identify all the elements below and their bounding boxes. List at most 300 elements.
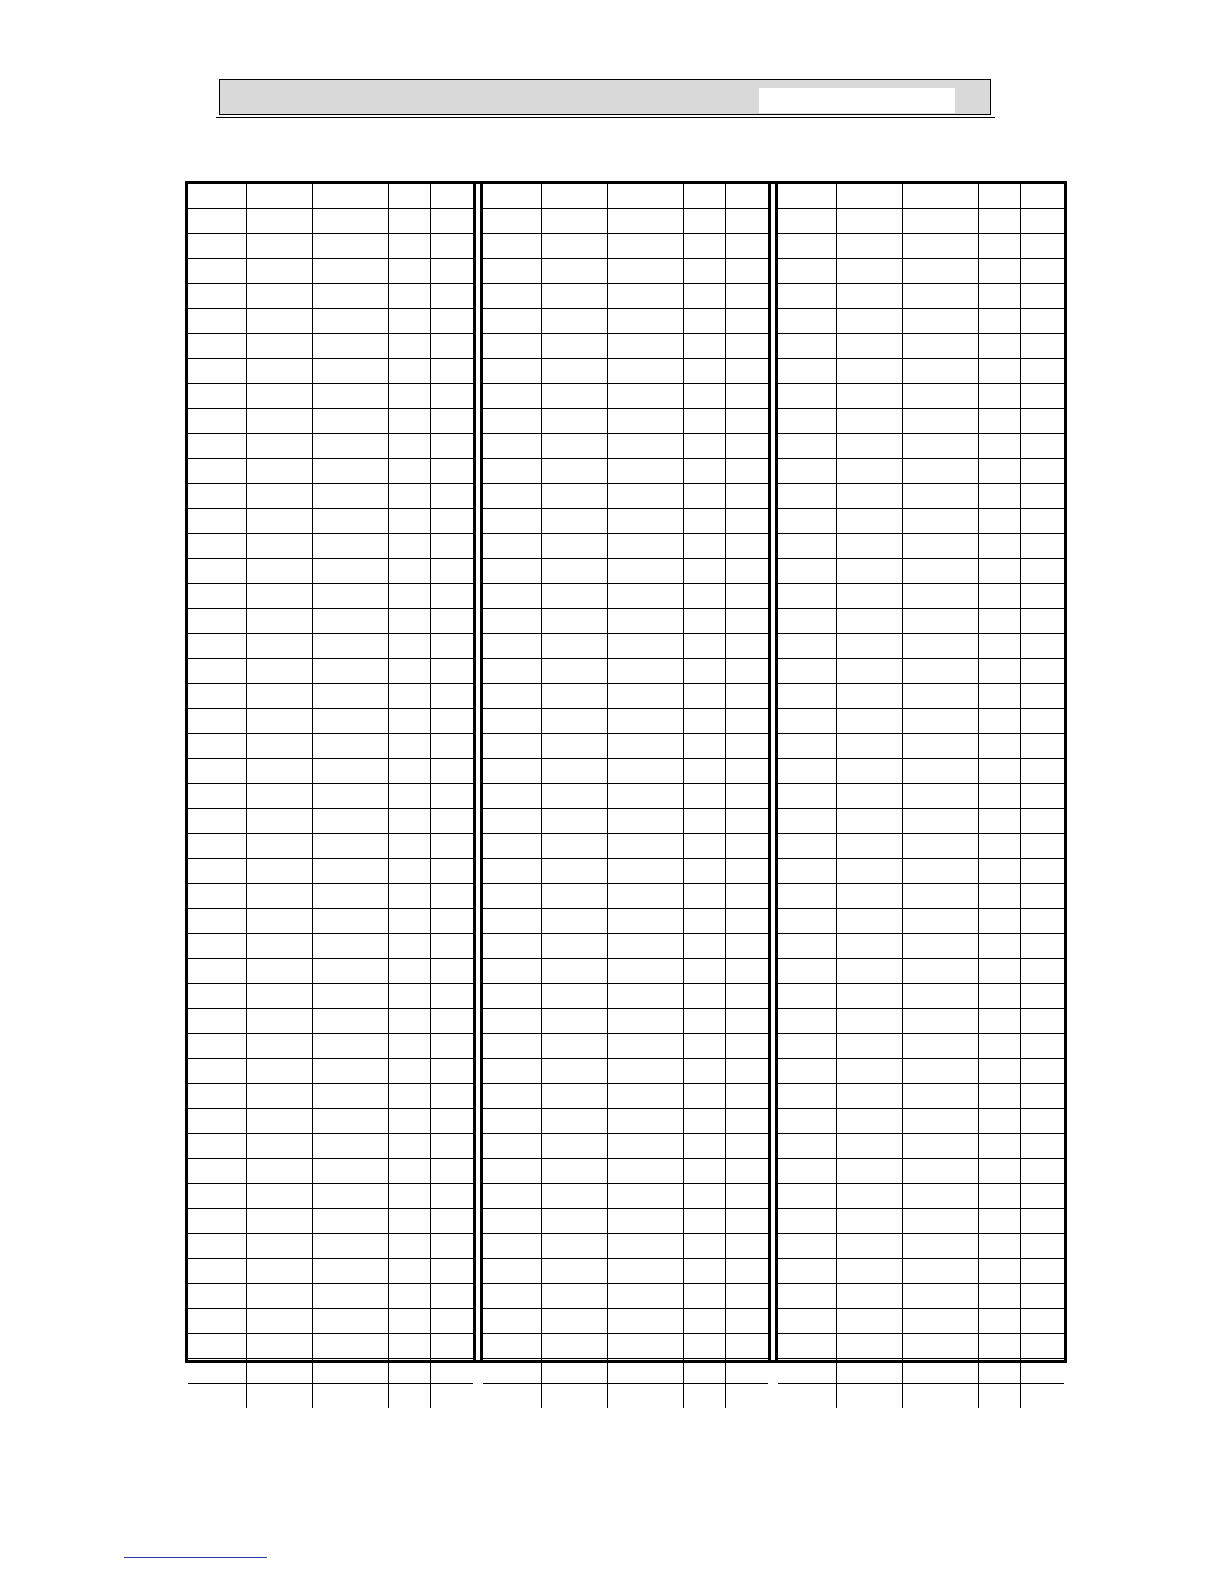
grid-cell[interactable] xyxy=(683,984,725,1009)
grid-cell[interactable] xyxy=(607,384,683,409)
grid-cell[interactable] xyxy=(607,834,683,859)
grid-cell[interactable] xyxy=(1021,884,1064,909)
grid-cell[interactable] xyxy=(725,884,768,909)
grid-cell[interactable] xyxy=(607,1234,683,1259)
grid-cell[interactable] xyxy=(1021,1159,1064,1184)
grid-cell[interactable] xyxy=(312,1234,388,1259)
grid-cell[interactable] xyxy=(778,1184,836,1209)
grid-cell[interactable] xyxy=(1021,984,1064,1009)
grid-cell[interactable] xyxy=(246,959,312,984)
grid-cell[interactable] xyxy=(979,534,1021,559)
grid-cell[interactable] xyxy=(188,1234,246,1259)
grid-cell[interactable] xyxy=(836,259,902,284)
grid-cell[interactable] xyxy=(541,1109,607,1134)
grid-cell[interactable] xyxy=(836,659,902,684)
grid-cell[interactable] xyxy=(388,1059,430,1084)
grid-cell[interactable] xyxy=(607,309,683,334)
grid-cell[interactable] xyxy=(312,759,388,784)
grid-cell[interactable] xyxy=(902,734,978,759)
grid-cell[interactable] xyxy=(483,1334,541,1359)
grid-cell[interactable] xyxy=(836,734,902,759)
grid-cell[interactable] xyxy=(725,234,768,259)
grid-cell[interactable] xyxy=(979,1384,1021,1409)
grid-cell[interactable] xyxy=(541,634,607,659)
grid-cell[interactable] xyxy=(836,1059,902,1084)
grid-cell[interactable] xyxy=(902,259,978,284)
grid-cell[interactable] xyxy=(979,559,1021,584)
grid-cell[interactable] xyxy=(725,1159,768,1184)
grid-cell[interactable] xyxy=(902,1059,978,1084)
grid-cell[interactable] xyxy=(778,359,836,384)
grid-cell[interactable] xyxy=(312,1309,388,1334)
grid-cell[interactable] xyxy=(430,284,473,309)
grid-cell[interactable] xyxy=(902,1234,978,1259)
grid-cell[interactable] xyxy=(902,1334,978,1359)
grid-cell[interactable] xyxy=(836,809,902,834)
grid-cell[interactable] xyxy=(312,684,388,709)
grid-cell[interactable] xyxy=(246,1284,312,1309)
grid-cell[interactable] xyxy=(312,359,388,384)
grid-cell[interactable] xyxy=(1021,1384,1064,1409)
grid-cell[interactable] xyxy=(188,409,246,434)
grid-cell[interactable] xyxy=(1021,834,1064,859)
grid-cell[interactable] xyxy=(778,709,836,734)
grid-cell[interactable] xyxy=(541,409,607,434)
grid-cell[interactable] xyxy=(607,809,683,834)
grid-cell[interactable] xyxy=(312,734,388,759)
grid-cell[interactable] xyxy=(979,1059,1021,1084)
grid-cell[interactable] xyxy=(246,709,312,734)
grid-cell[interactable] xyxy=(836,209,902,234)
grid-cell[interactable] xyxy=(483,1284,541,1309)
grid-cell[interactable] xyxy=(188,559,246,584)
grid-cell[interactable] xyxy=(979,1234,1021,1259)
grid-cell[interactable] xyxy=(902,609,978,634)
grid-cell[interactable] xyxy=(725,459,768,484)
grid-cell[interactable] xyxy=(683,859,725,884)
grid-cell[interactable] xyxy=(430,1234,473,1259)
grid-cell[interactable] xyxy=(902,359,978,384)
grid-cell[interactable] xyxy=(188,709,246,734)
grid-cell[interactable] xyxy=(683,1009,725,1034)
grid-cell[interactable] xyxy=(188,634,246,659)
grid-cell[interactable] xyxy=(430,259,473,284)
grid-cell[interactable] xyxy=(188,1059,246,1084)
grid-cell[interactable] xyxy=(541,559,607,584)
grid-cell[interactable] xyxy=(483,334,541,359)
grid-cell[interactable] xyxy=(836,934,902,959)
grid-cell[interactable] xyxy=(388,409,430,434)
grid-cell[interactable] xyxy=(312,884,388,909)
grid-cell[interactable] xyxy=(902,309,978,334)
grid-cell[interactable] xyxy=(541,834,607,859)
grid-cell[interactable] xyxy=(312,1384,388,1409)
grid-cell[interactable] xyxy=(541,334,607,359)
grid-cell[interactable] xyxy=(483,1209,541,1234)
grid-cell[interactable] xyxy=(1021,1284,1064,1309)
grid-cell[interactable] xyxy=(725,1334,768,1359)
grid-cell[interactable] xyxy=(430,759,473,784)
grid-cell[interactable] xyxy=(836,959,902,984)
grid-cell[interactable] xyxy=(607,284,683,309)
grid-cell[interactable] xyxy=(246,559,312,584)
grid-cell[interactable] xyxy=(541,359,607,384)
grid-cell[interactable] xyxy=(902,1084,978,1109)
grid-cell[interactable] xyxy=(541,784,607,809)
grid-cell[interactable] xyxy=(778,184,836,209)
grid-cell[interactable] xyxy=(902,459,978,484)
grid-cell[interactable] xyxy=(430,384,473,409)
grid-cell[interactable] xyxy=(1021,559,1064,584)
grid-cell[interactable] xyxy=(388,809,430,834)
grid-cell[interactable] xyxy=(483,1259,541,1284)
grid-cell[interactable] xyxy=(430,684,473,709)
grid-cell[interactable] xyxy=(778,1384,836,1409)
grid-cell[interactable] xyxy=(836,709,902,734)
grid-cell[interactable] xyxy=(979,459,1021,484)
grid-cell[interactable] xyxy=(725,834,768,859)
grid-cell[interactable] xyxy=(430,1209,473,1234)
grid-cell[interactable] xyxy=(483,834,541,859)
grid-cell[interactable] xyxy=(541,1384,607,1409)
grid-cell[interactable] xyxy=(725,1184,768,1209)
grid-cell[interactable] xyxy=(1021,659,1064,684)
grid-cell[interactable] xyxy=(246,634,312,659)
grid-cell[interactable] xyxy=(607,1159,683,1184)
grid-cell[interactable] xyxy=(607,1109,683,1134)
grid-cell[interactable] xyxy=(483,384,541,409)
grid-cell[interactable] xyxy=(312,1209,388,1234)
grid-cell[interactable] xyxy=(778,859,836,884)
grid-cell[interactable] xyxy=(312,234,388,259)
grid-cell[interactable] xyxy=(683,959,725,984)
grid-cell[interactable] xyxy=(683,609,725,634)
grid-cell[interactable] xyxy=(836,909,902,934)
grid-cell[interactable] xyxy=(725,559,768,584)
grid-cell[interactable] xyxy=(607,659,683,684)
grid-cell[interactable] xyxy=(725,909,768,934)
grid-cell[interactable] xyxy=(388,709,430,734)
grid-cell[interactable] xyxy=(483,1359,541,1384)
grid-cell[interactable] xyxy=(541,984,607,1009)
grid-cell[interactable] xyxy=(483,1309,541,1334)
grid-cell[interactable] xyxy=(778,784,836,809)
grid-cell[interactable] xyxy=(902,809,978,834)
grid-cell[interactable] xyxy=(388,1184,430,1209)
grid-cell[interactable] xyxy=(246,1309,312,1334)
grid-cell[interactable] xyxy=(836,1084,902,1109)
grid-cell[interactable] xyxy=(725,1134,768,1159)
grid-cell[interactable] xyxy=(430,409,473,434)
grid-cell[interactable] xyxy=(836,1284,902,1309)
grid-cell[interactable] xyxy=(388,1209,430,1234)
grid-cell[interactable] xyxy=(246,984,312,1009)
grid-cell[interactable] xyxy=(483,1034,541,1059)
grid-cell[interactable] xyxy=(188,209,246,234)
grid-cell[interactable] xyxy=(188,1334,246,1359)
grid-cell[interactable] xyxy=(430,1259,473,1284)
grid-cell[interactable] xyxy=(246,1134,312,1159)
grid-cell[interactable] xyxy=(725,534,768,559)
grid-cell[interactable] xyxy=(246,584,312,609)
grid-cell[interactable] xyxy=(388,584,430,609)
grid-cell[interactable] xyxy=(388,1309,430,1334)
grid-cell[interactable] xyxy=(979,209,1021,234)
grid-cell[interactable] xyxy=(388,1234,430,1259)
grid-cell[interactable] xyxy=(836,384,902,409)
grid-cell[interactable] xyxy=(725,284,768,309)
grid-cell[interactable] xyxy=(607,434,683,459)
grid-cell[interactable] xyxy=(979,934,1021,959)
grid-cell[interactable] xyxy=(725,1384,768,1409)
grid-cell[interactable] xyxy=(246,284,312,309)
grid-cell[interactable] xyxy=(836,509,902,534)
grid-cell[interactable] xyxy=(188,1209,246,1234)
grid-cell[interactable] xyxy=(725,1009,768,1034)
grid-cell[interactable] xyxy=(902,659,978,684)
grid-cell[interactable] xyxy=(483,234,541,259)
grid-cell[interactable] xyxy=(188,434,246,459)
grid-cell[interactable] xyxy=(836,859,902,884)
grid-cell[interactable] xyxy=(541,809,607,834)
grid-cell[interactable] xyxy=(430,1109,473,1134)
grid-cell[interactable] xyxy=(607,459,683,484)
grid-cell[interactable] xyxy=(483,1084,541,1109)
grid-cell[interactable] xyxy=(725,1284,768,1309)
grid-cell[interactable] xyxy=(607,1334,683,1359)
grid-cell[interactable] xyxy=(188,1384,246,1409)
grid-cell[interactable] xyxy=(979,584,1021,609)
grid-cell[interactable] xyxy=(607,784,683,809)
grid-cell[interactable] xyxy=(483,434,541,459)
grid-cell[interactable] xyxy=(430,584,473,609)
grid-cell[interactable] xyxy=(388,634,430,659)
grid-cell[interactable] xyxy=(188,734,246,759)
grid-cell[interactable] xyxy=(246,434,312,459)
grid-cell[interactable] xyxy=(188,859,246,884)
grid-cell[interactable] xyxy=(430,1284,473,1309)
grid-cell[interactable] xyxy=(778,609,836,634)
grid-cell[interactable] xyxy=(778,409,836,434)
grid-cell[interactable] xyxy=(541,1159,607,1184)
grid-cell[interactable] xyxy=(778,734,836,759)
grid-cell[interactable] xyxy=(388,484,430,509)
grid-cell[interactable] xyxy=(388,534,430,559)
grid-cell[interactable] xyxy=(430,459,473,484)
grid-cell[interactable] xyxy=(541,584,607,609)
grid-cell[interactable] xyxy=(607,1309,683,1334)
grid-cell[interactable] xyxy=(430,959,473,984)
grid-cell[interactable] xyxy=(246,459,312,484)
grid-cell[interactable] xyxy=(246,859,312,884)
grid-cell[interactable] xyxy=(246,1359,312,1384)
grid-cell[interactable] xyxy=(430,484,473,509)
grid-cell[interactable] xyxy=(683,1184,725,1209)
grid-cell[interactable] xyxy=(902,384,978,409)
grid-cell[interactable] xyxy=(683,784,725,809)
grid-cell[interactable] xyxy=(725,1359,768,1384)
grid-cell[interactable] xyxy=(541,959,607,984)
grid-cell[interactable] xyxy=(979,1259,1021,1284)
grid-cell[interactable] xyxy=(725,934,768,959)
grid-cell[interactable] xyxy=(312,1109,388,1134)
grid-cell[interactable] xyxy=(483,184,541,209)
grid-cell[interactable] xyxy=(388,609,430,634)
grid-cell[interactable] xyxy=(683,584,725,609)
grid-cell[interactable] xyxy=(388,684,430,709)
grid-cell[interactable] xyxy=(541,209,607,234)
grid-cell[interactable] xyxy=(836,634,902,659)
grid-cell[interactable] xyxy=(246,759,312,784)
grid-cell[interactable] xyxy=(188,334,246,359)
grid-cell[interactable] xyxy=(1021,1334,1064,1359)
grid-cell[interactable] xyxy=(430,1359,473,1384)
grid-cell[interactable] xyxy=(979,1009,1021,1034)
grid-cell[interactable] xyxy=(541,1209,607,1234)
grid-cell[interactable] xyxy=(683,209,725,234)
grid-cell[interactable] xyxy=(683,409,725,434)
grid-cell[interactable] xyxy=(778,1109,836,1134)
grid-cell[interactable] xyxy=(483,1159,541,1184)
grid-cell[interactable] xyxy=(541,684,607,709)
grid-cell[interactable] xyxy=(607,959,683,984)
grid-cell[interactable] xyxy=(902,1384,978,1409)
grid-cell[interactable] xyxy=(902,284,978,309)
grid-cell[interactable] xyxy=(541,384,607,409)
grid-cell[interactable] xyxy=(541,534,607,559)
grid-cell[interactable] xyxy=(836,184,902,209)
grid-cell[interactable] xyxy=(312,434,388,459)
grid-cell[interactable] xyxy=(778,509,836,534)
grid-cell[interactable] xyxy=(430,1184,473,1209)
grid-cell[interactable] xyxy=(312,384,388,409)
grid-cell[interactable] xyxy=(683,1309,725,1334)
grid-cell[interactable] xyxy=(483,584,541,609)
grid-cell[interactable] xyxy=(312,909,388,934)
grid-cell[interactable] xyxy=(312,509,388,534)
grid-cell[interactable] xyxy=(902,1109,978,1134)
grid-cell[interactable] xyxy=(683,1134,725,1159)
grid-cell[interactable] xyxy=(683,534,725,559)
grid-cell[interactable] xyxy=(430,884,473,909)
grid-cell[interactable] xyxy=(483,559,541,584)
grid-cell[interactable] xyxy=(607,609,683,634)
grid-cell[interactable] xyxy=(246,609,312,634)
grid-cell[interactable] xyxy=(725,859,768,884)
grid-cell[interactable] xyxy=(541,709,607,734)
grid-cell[interactable] xyxy=(778,584,836,609)
grid-cell[interactable] xyxy=(683,259,725,284)
grid-cell[interactable] xyxy=(607,559,683,584)
grid-cell[interactable] xyxy=(541,1084,607,1109)
grid-cell[interactable] xyxy=(979,1134,1021,1159)
grid-cell[interactable] xyxy=(246,684,312,709)
grid-cell[interactable] xyxy=(188,909,246,934)
grid-cell[interactable] xyxy=(188,1259,246,1284)
grid-cell[interactable] xyxy=(1021,1309,1064,1334)
grid-cell[interactable] xyxy=(725,759,768,784)
grid-cell[interactable] xyxy=(725,784,768,809)
grid-cell[interactable] xyxy=(541,609,607,634)
grid-cell[interactable] xyxy=(979,784,1021,809)
grid-cell[interactable] xyxy=(312,1184,388,1209)
grid-cell[interactable] xyxy=(778,1334,836,1359)
grid-cell[interactable] xyxy=(725,1034,768,1059)
grid-cell[interactable] xyxy=(388,184,430,209)
grid-cell[interactable] xyxy=(483,409,541,434)
grid-cell[interactable] xyxy=(778,684,836,709)
grid-cell[interactable] xyxy=(541,734,607,759)
grid-cell[interactable] xyxy=(483,909,541,934)
grid-cell[interactable] xyxy=(541,859,607,884)
grid-cell[interactable] xyxy=(312,609,388,634)
grid-cell[interactable] xyxy=(483,759,541,784)
grid-cell[interactable] xyxy=(683,884,725,909)
grid-cell[interactable] xyxy=(979,859,1021,884)
grid-cell[interactable] xyxy=(430,234,473,259)
grid-cell[interactable] xyxy=(683,1084,725,1109)
grid-cell[interactable] xyxy=(979,1109,1021,1134)
grid-cell[interactable] xyxy=(188,609,246,634)
grid-cell[interactable] xyxy=(725,659,768,684)
grid-cell[interactable] xyxy=(725,984,768,1009)
grid-cell[interactable] xyxy=(1021,784,1064,809)
grid-cell[interactable] xyxy=(778,1284,836,1309)
grid-cell[interactable] xyxy=(483,659,541,684)
grid-cell[interactable] xyxy=(1021,484,1064,509)
grid-cell[interactable] xyxy=(778,759,836,784)
grid-cell[interactable] xyxy=(1021,434,1064,459)
grid-cell[interactable] xyxy=(725,584,768,609)
grid-cell[interactable] xyxy=(902,584,978,609)
grid-cell[interactable] xyxy=(683,334,725,359)
grid-cell[interactable] xyxy=(246,1209,312,1234)
grid-cell[interactable] xyxy=(541,1059,607,1084)
grid-cell[interactable] xyxy=(1021,909,1064,934)
grid-cell[interactable] xyxy=(246,409,312,434)
grid-cell[interactable] xyxy=(388,1134,430,1159)
grid-cell[interactable] xyxy=(312,309,388,334)
grid-cell[interactable] xyxy=(246,1334,312,1359)
grid-cell[interactable] xyxy=(541,1009,607,1034)
grid-cell[interactable] xyxy=(725,959,768,984)
grid-cell[interactable] xyxy=(312,1334,388,1359)
grid-cell[interactable] xyxy=(188,1034,246,1059)
grid-cell[interactable] xyxy=(430,1034,473,1059)
grid-cell[interactable] xyxy=(902,859,978,884)
grid-cell[interactable] xyxy=(1021,734,1064,759)
grid-cell[interactable] xyxy=(246,484,312,509)
grid-cell[interactable] xyxy=(188,234,246,259)
grid-cell[interactable] xyxy=(979,659,1021,684)
grid-cell[interactable] xyxy=(541,234,607,259)
grid-cell[interactable] xyxy=(188,1134,246,1159)
grid-cell[interactable] xyxy=(483,259,541,284)
grid-cell[interactable] xyxy=(979,984,1021,1009)
grid-cell[interactable] xyxy=(246,884,312,909)
grid-cell[interactable] xyxy=(312,1009,388,1034)
grid-cell[interactable] xyxy=(1021,1034,1064,1059)
grid-cell[interactable] xyxy=(541,434,607,459)
grid-cell[interactable] xyxy=(778,884,836,909)
grid-cell[interactable] xyxy=(1021,1234,1064,1259)
grid-cell[interactable] xyxy=(725,1059,768,1084)
grid-cell[interactable] xyxy=(778,1084,836,1109)
grid-cell[interactable] xyxy=(979,1334,1021,1359)
grid-cell[interactable] xyxy=(607,1034,683,1059)
grid-cell[interactable] xyxy=(979,284,1021,309)
grid-cell[interactable] xyxy=(683,1334,725,1359)
